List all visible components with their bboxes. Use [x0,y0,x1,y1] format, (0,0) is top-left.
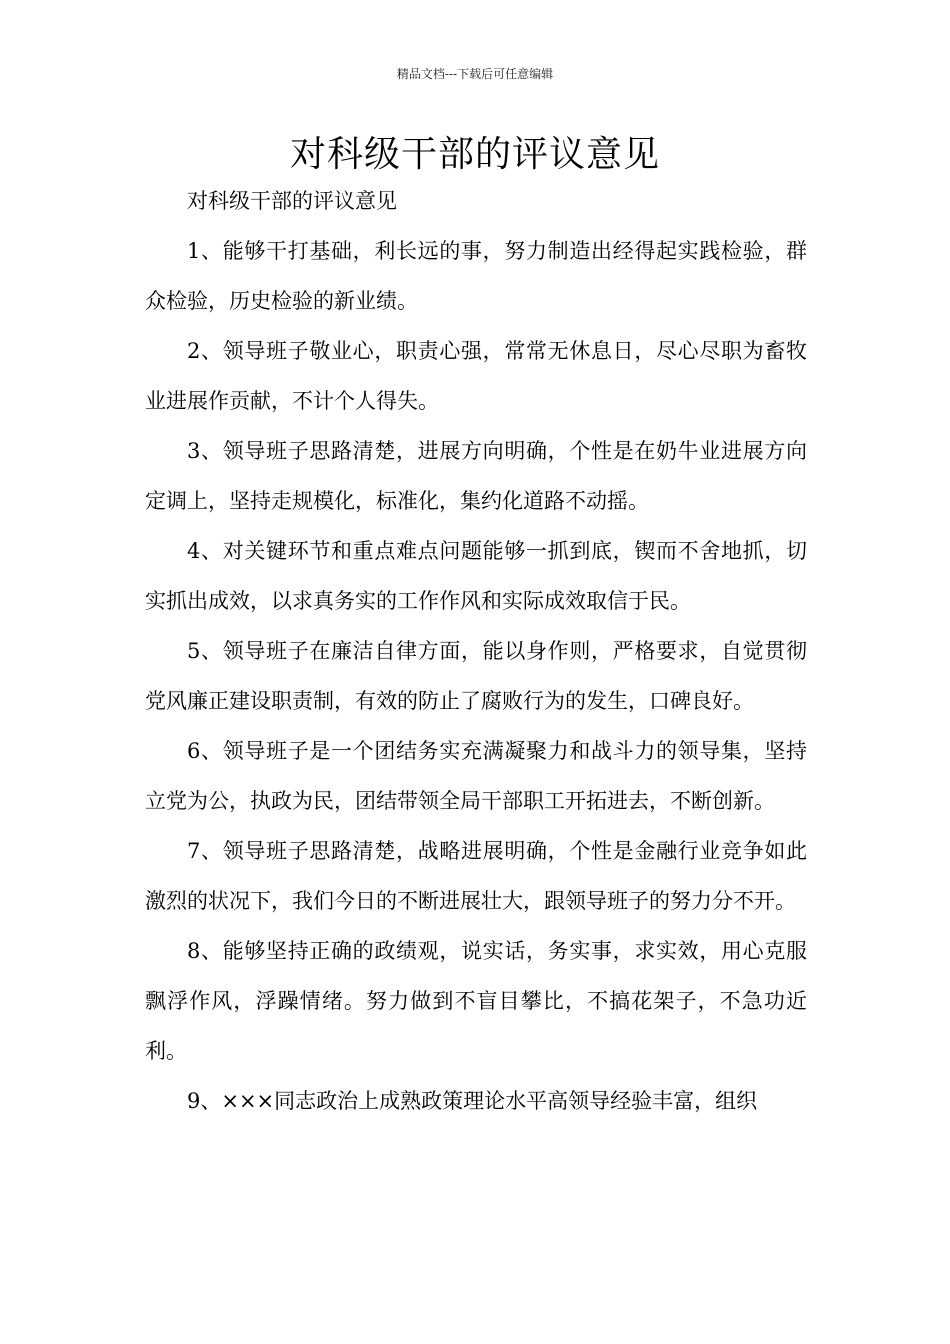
header-note: 精品文档---下载后可任意编辑 [396,67,554,81]
paragraph-item-9: 9、×××同志政治上成熟政策理论水平高领导经验丰富，组织 [187,1089,758,1113]
document-body [145,176,807,1126]
paragraph-item-2: 2、领导班子敬业心，职责心强，常常无休息日，尽心尽职为畜牧业进展作贡献，不计个人得失。 [145,339,807,413]
paragraph-item-8: 8、能够坚持正确的政绩观，说实话，务实事，求实效，用心克服飘浮作风，浮躁情绪。努力做到不盲目攀比，不搞花架子，不急功近利。 [145,939,807,1063]
paragraph-subtitle: 对科级干部的评议意见 [187,189,397,213]
paragraph-item-5: 5、领导班子在廉洁自律方面，能以身作则，严格要求，自觉贯彻党风廉正建设职责制，有效的防止了腐败行为的发生，口碑良好。 [145,639,807,713]
paragraph-item-7: 7、领导班子思路清楚，战略进展明确，个性是金融行业竞争如此激烈的状况下，我们今日的不断进展壮大，跟领导班子的努力分不开。 [145,839,807,913]
document-title: 对科级干部的评议意见 [289,134,660,175]
paragraph-item-3: 3、领导班子思路清楚，进展方向明确，个性是在奶牛业进展方向定调上，坚持走规模化，标准化，集约化道路不动摇。 [145,439,807,513]
paragraph-item-4: 4、对关键环节和重点难点问题能够一抓到底，锲而不舍地抓，切实抓出成效，以求真务实的工作作风和实际成效取信于民。 [145,539,807,613]
paragraph-item-6: 6、领导班子是一个团结务实充满凝聚力和战斗力的领导集，坚持立党为公，执政为民，团结带领全局干部职工开拓进去，不断创新。 [145,739,807,813]
paragraph-item-1: 1、能够干打基础，利长远的事，努力制造出经得起实践检验，群众检验，历史检验的新业绩。 [145,239,807,313]
